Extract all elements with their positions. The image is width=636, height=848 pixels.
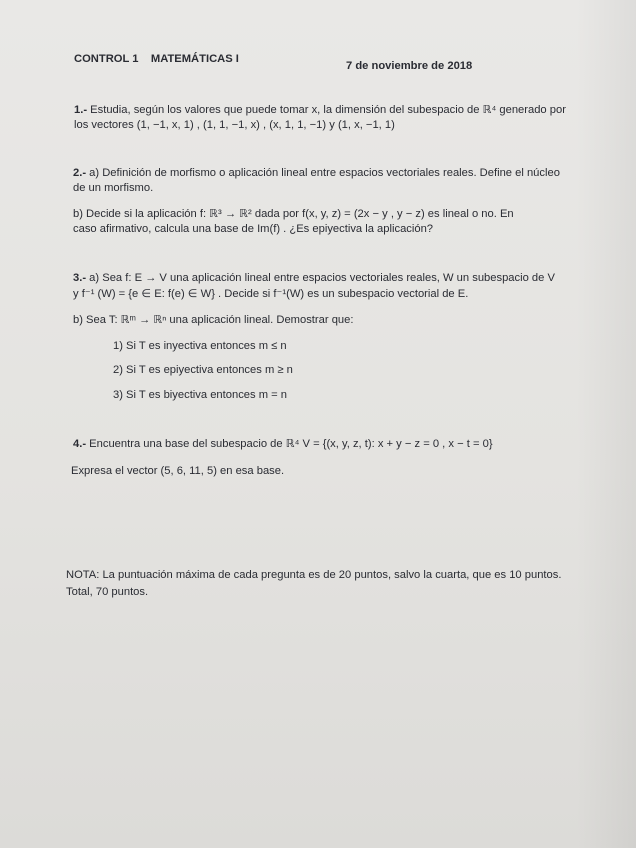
question-1-line-1	[74, 103, 566, 117]
question-4-text-1: Encuentra una base del subespacio de ℝ⁴ V = {(x, y, z, t): x + y − z = 0 , x − t = 0}	[89, 438, 493, 450]
question-2b-text-2: caso afirmativo, calcula una base de Im(f) . ¿Es epiyectiva la aplicación?	[73, 223, 434, 235]
question-1-number: 1.-	[74, 104, 88, 116]
question-4-text-2: Expresa el vector (5, 6, 11, 5) en esa base.	[71, 465, 285, 477]
note-line-2: Total, 70 puntos.	[66, 586, 149, 598]
question-2-number: 2.-	[73, 167, 87, 179]
note-line-1: NOTA: La puntuación máxima de cada pregunta es de 20 puntos, salvo la cuarta, que es 10 puntos.	[66, 569, 562, 581]
question-3b-item-1: 1) Si T es inyectiva entonces m ≤ n	[113, 340, 287, 352]
control-title: CONTROL 1	[74, 53, 139, 65]
question-3a-text-2: y f⁻¹ (W) = {e ∈ E: f(e) ∈ W} . Decide si f⁻¹(W) es un subespacio vectorial de E.	[73, 288, 469, 300]
question-4-line-1	[73, 437, 493, 451]
exam-header	[74, 52, 239, 66]
exam-date: 7 de noviembre de 2018	[346, 60, 473, 72]
question-1-text-2: los vectores (1, −1, x, 1) , (1, 1, −1, x) , (x, 1, 1, −1) y (1, x, −1, 1)	[74, 119, 395, 131]
question-2b-text-1: b) Decide si la aplicación f: ℝ³ → ℝ² dada por f(x, y, z) = (2x − y , y − z) es lineal o no. En	[73, 208, 514, 220]
question-3a-text-1: a) Sea f: E → V una aplicación lineal entre espacios vectoriales reales, W un subespacio de V	[89, 272, 555, 284]
page-shadow	[576, 0, 636, 848]
question-2a-text-2: de un morfismo.	[73, 182, 154, 194]
question-3-line-1	[73, 271, 555, 285]
question-3-number: 3.-	[73, 272, 87, 284]
question-2a-text-1: a) Definición de morfismo o aplicación lineal entre espacios vectoriales reales. Define el núcleo	[89, 167, 560, 179]
question-2-line-1	[73, 166, 560, 180]
question-4-number: 4.-	[73, 438, 87, 450]
question-1-text-1: Estudia, según los valores que puede tomar x, la dimensión del subespacio de ℝ⁴ generado por	[90, 104, 566, 116]
question-3b-item-3: 3) Si T es biyectiva entonces m = n	[113, 389, 288, 401]
question-3b-text: b) Sea T: ℝᵐ → ℝⁿ una aplicación lineal. Demostrar que:	[73, 314, 354, 326]
question-3b-item-2: 2) Si T es epiyectiva entonces m ≥ n	[113, 364, 293, 376]
subject-title: MATEMÁTICAS I	[150, 53, 239, 65]
